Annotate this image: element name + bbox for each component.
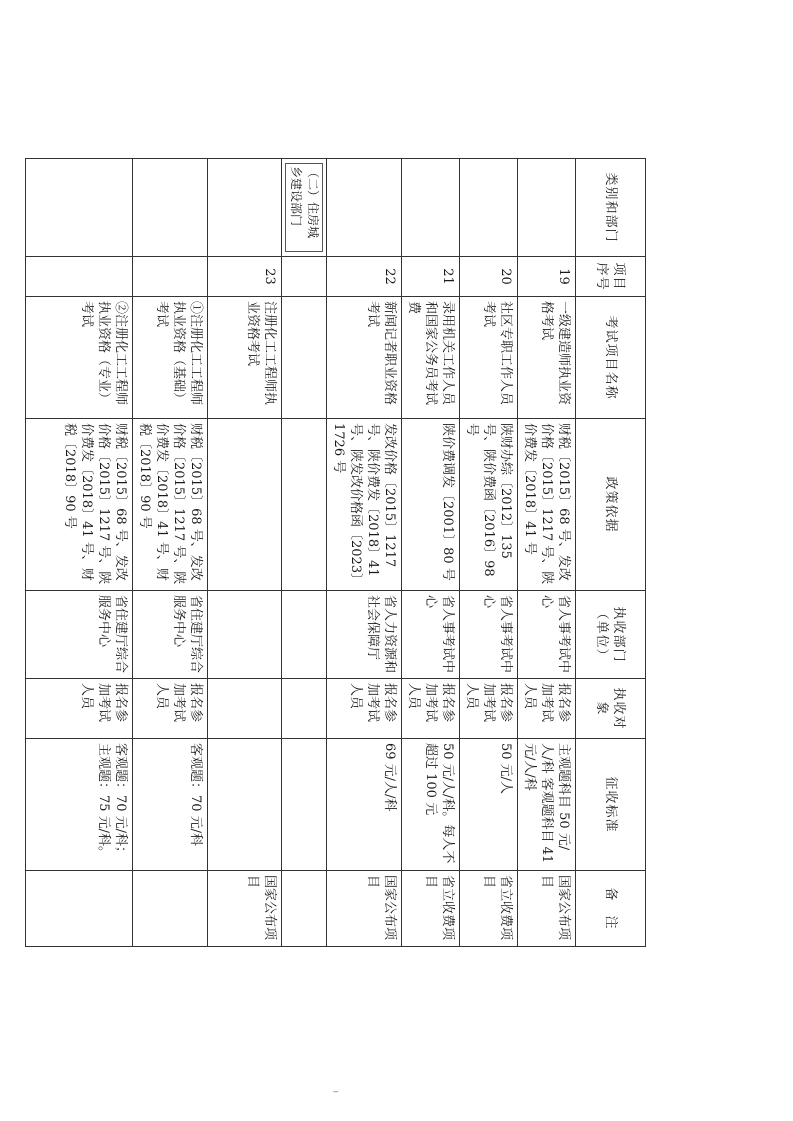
cell-target: 报名参加考试人员 <box>133 679 208 739</box>
cell-target: 报名参加考试人员 <box>518 679 576 739</box>
cell-seq: 23 <box>208 257 282 297</box>
cell-unit: 省住建厅综合服务中心 <box>26 591 133 679</box>
header-target: 执收对象 <box>576 679 646 739</box>
table-row-section <box>282 159 327 947</box>
cell-basis: 发改价格〔2015〕1217 号、陕价费发〔2018〕41 号、陕发改价格函〔2023〕1726 号 <box>327 419 402 591</box>
header-seq: 项目序号 <box>576 257 646 297</box>
cell-seq: 20 <box>460 257 518 297</box>
cell-target: 报名参加考试人员 <box>26 679 133 739</box>
cell-standard: 69 元/人/科 <box>327 739 402 871</box>
cell-seq <box>133 257 208 297</box>
cell-basis: 财税〔2015〕68 号、发改价格〔2015〕1217 号、陕价费发〔2018〕41 号 <box>518 419 576 591</box>
table-row <box>460 159 518 947</box>
header-standard: 征收标准 <box>576 739 646 871</box>
cell-name: ①注册化工工程师执业资格（基础）考试 <box>133 297 208 419</box>
cell-unit <box>282 591 327 679</box>
cell-category <box>402 159 460 257</box>
table-row <box>208 159 282 947</box>
header-unit: 执收部门（单位） <box>576 591 646 679</box>
cell-name: ②注册化工工程师执业资格（专业）考试 <box>26 297 133 419</box>
cell-standard: 50 元/人/科。每人不超过 100 元 <box>402 739 460 871</box>
table-row <box>402 159 460 947</box>
cell-target: 报名参加考试人员 <box>460 679 518 739</box>
cell-seq <box>26 257 133 297</box>
cell-name: 录用机关工作人员和国家公务员考试费 <box>402 297 460 419</box>
header-row <box>576 159 646 947</box>
cell-name <box>282 297 327 419</box>
cell-name: 社区专职工作人员考试 <box>460 297 518 419</box>
cell-basis: 陕财办综〔2012〕135 号、陕价费函〔2016〕98 号 <box>460 419 518 591</box>
page-footer-mark: – <box>333 1085 339 1098</box>
cell-name: 注册化工工程师执业资格考试 <box>208 297 282 419</box>
header-name: 考试项目名称 <box>576 297 646 419</box>
cell-remark: 国家公布项目 <box>208 871 282 947</box>
cell-unit <box>208 591 282 679</box>
cell-unit: 省人事考试中心 <box>460 591 518 679</box>
cell-seq: 22 <box>327 257 402 297</box>
cell-remark: 国家公布项目 <box>518 871 576 947</box>
table-row <box>133 159 208 947</box>
header-category: 类别和部门 <box>576 159 646 257</box>
cell-target: 报名参加考试人员 <box>402 679 460 739</box>
cell-basis <box>282 419 327 591</box>
cell-target: 报名参加考试人员 <box>327 679 402 739</box>
cell-name: 新闻记者职业资格考试 <box>327 297 402 419</box>
cell-category <box>133 159 208 257</box>
cell-basis: 陕价费调发〔2001〕80 号 <box>402 419 460 591</box>
cell-basis: 财税〔2015〕68 号、发改价格〔2015〕1217 号、陕价费发〔2018〕41 号、财税〔2018〕90 号 <box>26 419 133 591</box>
cell-seq: 21 <box>402 257 460 297</box>
cell-remark: 国家公布项目 <box>327 871 402 947</box>
table-row <box>26 159 133 947</box>
section-label: （二）住房城乡建设部门 <box>285 163 323 252</box>
table-row <box>327 159 402 947</box>
header-remark: 备 注 <box>576 871 646 947</box>
cell-basis <box>208 419 282 591</box>
cell-seq <box>282 257 327 297</box>
cell-remark <box>282 871 327 947</box>
header-basis: 政策依据 <box>576 419 646 591</box>
cell-category <box>327 159 402 257</box>
cell-category <box>460 159 518 257</box>
cell-remark <box>26 871 133 947</box>
cell-basis: 财税〔2015〕68 号、发改价格〔2015〕1217 号、陕价费发〔2018〕41 号、财税〔2018〕90 号 <box>133 419 208 591</box>
cell-target <box>282 679 327 739</box>
cell-name: 一级建造师执业资格考试 <box>518 297 576 419</box>
table-row <box>518 159 576 947</box>
cell-unit: 省人事考试中心 <box>402 591 460 679</box>
cell-category <box>208 159 282 257</box>
cell-standard: 客观题：70 元/科；主观题：75 元/科。 <box>26 739 133 871</box>
cell-unit: 省人事考试中心 <box>518 591 576 679</box>
cell-category <box>282 159 327 257</box>
cell-seq: 19 <box>518 257 576 297</box>
cell-remark: 省立收费项目 <box>460 871 518 947</box>
cell-standard: 50 元/人 <box>460 739 518 871</box>
cell-standard <box>282 739 327 871</box>
cell-category <box>26 159 133 257</box>
fee-table <box>25 158 646 947</box>
cell-category <box>518 159 576 257</box>
cell-remark: 省立收费项目 <box>402 871 460 947</box>
cell-standard: 客观题：70 元/科 <box>133 739 208 871</box>
cell-standard <box>208 739 282 871</box>
cell-target <box>208 679 282 739</box>
cell-unit: 省住建厅综合服务中心 <box>133 591 208 679</box>
cell-unit: 省人力资源和社会保障厅 <box>327 591 402 679</box>
cell-standard: 主观题科目 50 元/人/科 客观题科目 41 元/人/科 <box>518 739 576 871</box>
cell-remark <box>133 871 208 947</box>
